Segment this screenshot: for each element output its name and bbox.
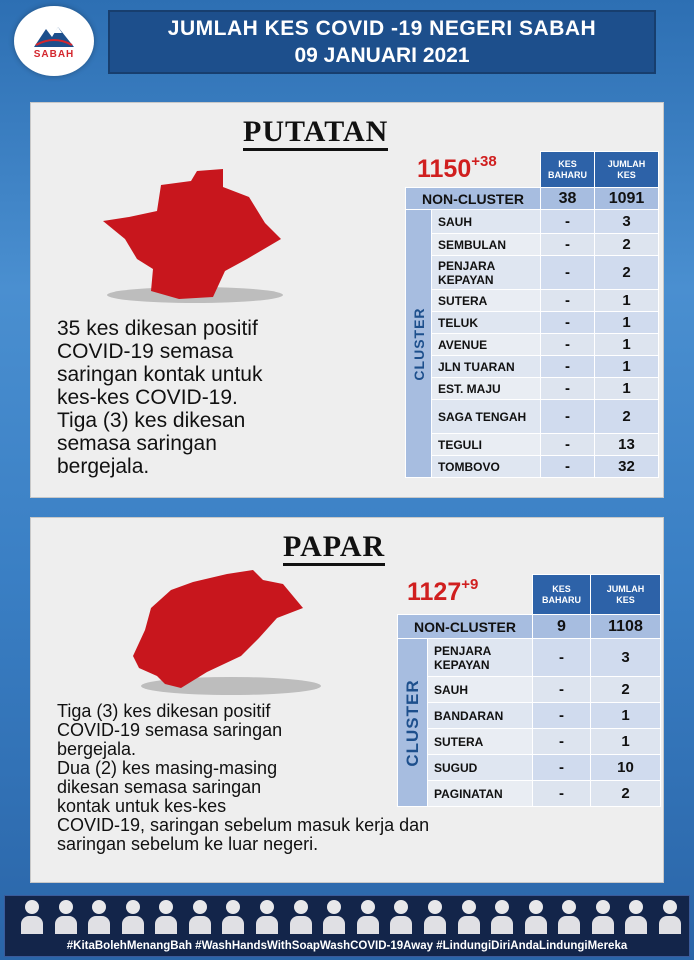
table-row: [406, 256, 659, 290]
hashtags: #KitaBolehMenangBah #WashHandsWithSoapWashCOVID-19Away #LindungiDiriAndaLindungiMereka: [66, 940, 628, 952]
table-row: [406, 400, 659, 434]
cluster-total: 1: [595, 356, 659, 378]
header-total-cases: JUMLAH KES: [591, 575, 661, 615]
papar-panel: [30, 517, 664, 883]
page-date: 09 JANUARI 2021: [294, 43, 470, 67]
cluster-name: JLN TUARAN: [432, 356, 541, 378]
cluster-new: -: [541, 210, 595, 234]
cluster-name: PAGINATAN: [428, 781, 533, 807]
table-row: [398, 781, 661, 807]
person-icon: [625, 900, 647, 934]
non-cluster-total: 1108: [591, 615, 661, 639]
person-icon: [88, 900, 110, 934]
putatan-cases-table: [405, 151, 659, 478]
cluster-total: 2: [591, 781, 661, 807]
cluster-name: BANDARAN: [428, 703, 533, 729]
cluster-new: -: [541, 356, 595, 378]
desc-line: saringan kontak untuk: [57, 363, 263, 386]
district-title: PUTATAN: [243, 117, 388, 151]
papar-description: [57, 702, 429, 854]
cluster-name: SAGA TENGAH: [432, 400, 541, 434]
cluster-side-label: CLUSTER: [406, 210, 432, 478]
new-cases-value: +38: [471, 153, 497, 170]
cluster-new: -: [541, 400, 595, 434]
logo-text: SABAH: [33, 48, 75, 60]
desc-line: Tiga (3) kes dikesan positif: [57, 701, 271, 721]
table-row: [406, 434, 659, 456]
desc-line: kontak untuk kes-kes: [57, 796, 227, 816]
cluster-name: AVENUE: [432, 334, 541, 356]
person-icon: [323, 900, 345, 934]
cluster-name: PENJARA KEPAYAN: [432, 256, 541, 290]
cluster-new: -: [541, 256, 595, 290]
table-row: [398, 703, 661, 729]
person-icon: [458, 900, 480, 934]
person-icon: [122, 900, 144, 934]
sabah-logo: [14, 6, 94, 76]
desc-line: kes-kes COVID-19.: [57, 386, 238, 409]
non-cluster-new: 38: [541, 188, 595, 210]
cluster-total: 1: [595, 378, 659, 400]
cluster-new: -: [533, 729, 591, 755]
cluster-total: 1: [591, 703, 661, 729]
frontliners-illustration: [21, 900, 681, 936]
cluster-total: 13: [595, 434, 659, 456]
person-icon: [592, 900, 614, 934]
desc-line: COVID-19, saringan sebelum masuk kerja dan: [57, 815, 430, 835]
person-icon: [189, 900, 211, 934]
mountain-logo-icon: [32, 23, 76, 49]
table-row: [406, 312, 659, 334]
cluster-name: SUGUD: [428, 755, 533, 781]
table-row: [406, 234, 659, 256]
header-new-cases: KES BAHARU: [541, 152, 595, 188]
cluster-new: -: [541, 456, 595, 478]
cluster-total: 1: [595, 312, 659, 334]
cluster-total: 2: [595, 234, 659, 256]
table-row: [406, 378, 659, 400]
cluster-name: TOMBOVO: [432, 456, 541, 478]
cluster-name: PENJARA KEPAYAN: [428, 639, 533, 677]
table-row: [406, 356, 659, 378]
header-new-cases: KES BAHARU: [533, 575, 591, 615]
person-icon: [357, 900, 379, 934]
person-icon: [390, 900, 412, 934]
total-value: 1127: [407, 578, 462, 606]
new-cases-value: +9: [461, 576, 479, 593]
cluster-total: 1: [595, 290, 659, 312]
title-banner: [108, 10, 656, 74]
cluster-new: -: [541, 234, 595, 256]
cluster-name: SAUH: [428, 677, 533, 703]
papar-map-icon: [127, 568, 327, 698]
cluster-name: TEGULI: [432, 434, 541, 456]
person-icon: [55, 900, 77, 934]
cluster-new: -: [541, 312, 595, 334]
cluster-total: 1: [591, 729, 661, 755]
header-total-cases: JUMLAH KES: [595, 152, 659, 188]
cluster-new: -: [541, 434, 595, 456]
footer-banner: [4, 895, 690, 957]
page-title: JUMLAH KES COVID -19 NEGERI SABAH: [167, 16, 597, 40]
cluster-new: -: [533, 755, 591, 781]
cluster-new: -: [533, 703, 591, 729]
person-icon: [222, 900, 244, 934]
desc-line: bergejala.: [57, 739, 137, 759]
cluster-total: 32: [595, 456, 659, 478]
putatan-panel: [30, 102, 664, 498]
non-cluster-label: NON-CLUSTER: [398, 615, 533, 639]
cluster-name: SUTERA: [432, 290, 541, 312]
desc-line: Tiga (3) kes dikesan: [57, 409, 246, 432]
cluster-name: SAUH: [432, 210, 541, 234]
person-icon: [659, 900, 681, 934]
non-cluster-new: 9: [533, 615, 591, 639]
desc-line: Dua (2) kes masing-masing: [57, 758, 278, 778]
putatan-map-icon: [95, 163, 295, 313]
table-row: [406, 210, 659, 234]
cluster-name: EST. MAJU: [432, 378, 541, 400]
person-icon: [290, 900, 312, 934]
cluster-total: 2: [591, 677, 661, 703]
total-value: 1150: [417, 155, 472, 183]
table-row: [398, 639, 661, 677]
non-cluster-label: NON-CLUSTER: [406, 188, 541, 210]
district-title: PAPAR: [283, 532, 385, 566]
person-icon: [491, 900, 513, 934]
person-icon: [21, 900, 43, 934]
cluster-total: 1: [595, 334, 659, 356]
person-icon: [424, 900, 446, 934]
desc-line: 35 kes dikesan positif: [57, 317, 258, 340]
cluster-new: -: [541, 378, 595, 400]
person-icon: [525, 900, 547, 934]
non-cluster-total: 1091: [595, 188, 659, 210]
cluster-total: 3: [591, 639, 661, 677]
desc-line: bergejala.: [57, 455, 150, 478]
person-icon: [155, 900, 177, 934]
cluster-total: 3: [595, 210, 659, 234]
cluster-total: 2: [595, 256, 659, 290]
cluster-new: -: [533, 639, 591, 677]
table-row: [398, 677, 661, 703]
person-icon: [256, 900, 278, 934]
cluster-total: 10: [591, 755, 661, 781]
papar-cases-table: [397, 574, 661, 807]
desc-line: dikesan semasa saringan: [57, 777, 262, 797]
cluster-side-label: CLUSTER: [398, 639, 428, 807]
cluster-name: SUTERA: [428, 729, 533, 755]
cluster-total: 2: [595, 400, 659, 434]
table-row: [398, 755, 661, 781]
person-icon: [558, 900, 580, 934]
desc-line: COVID-19 semasa saringan: [57, 720, 283, 740]
cluster-new: -: [533, 677, 591, 703]
cluster-name: SEMBULAN: [432, 234, 541, 256]
cluster-new: -: [541, 334, 595, 356]
putatan-description: [57, 317, 262, 478]
table-row: [406, 334, 659, 356]
desc-line: COVID-19 semasa: [57, 340, 234, 363]
cluster-name: TELUK: [432, 312, 541, 334]
table-row: [398, 729, 661, 755]
cluster-new: -: [533, 781, 591, 807]
cluster-new: -: [541, 290, 595, 312]
table-row: [406, 456, 659, 478]
desc-line: saringan sebelum ke luar negeri.: [57, 834, 319, 854]
desc-line: semasa saringan: [57, 432, 217, 455]
table-row: [406, 290, 659, 312]
